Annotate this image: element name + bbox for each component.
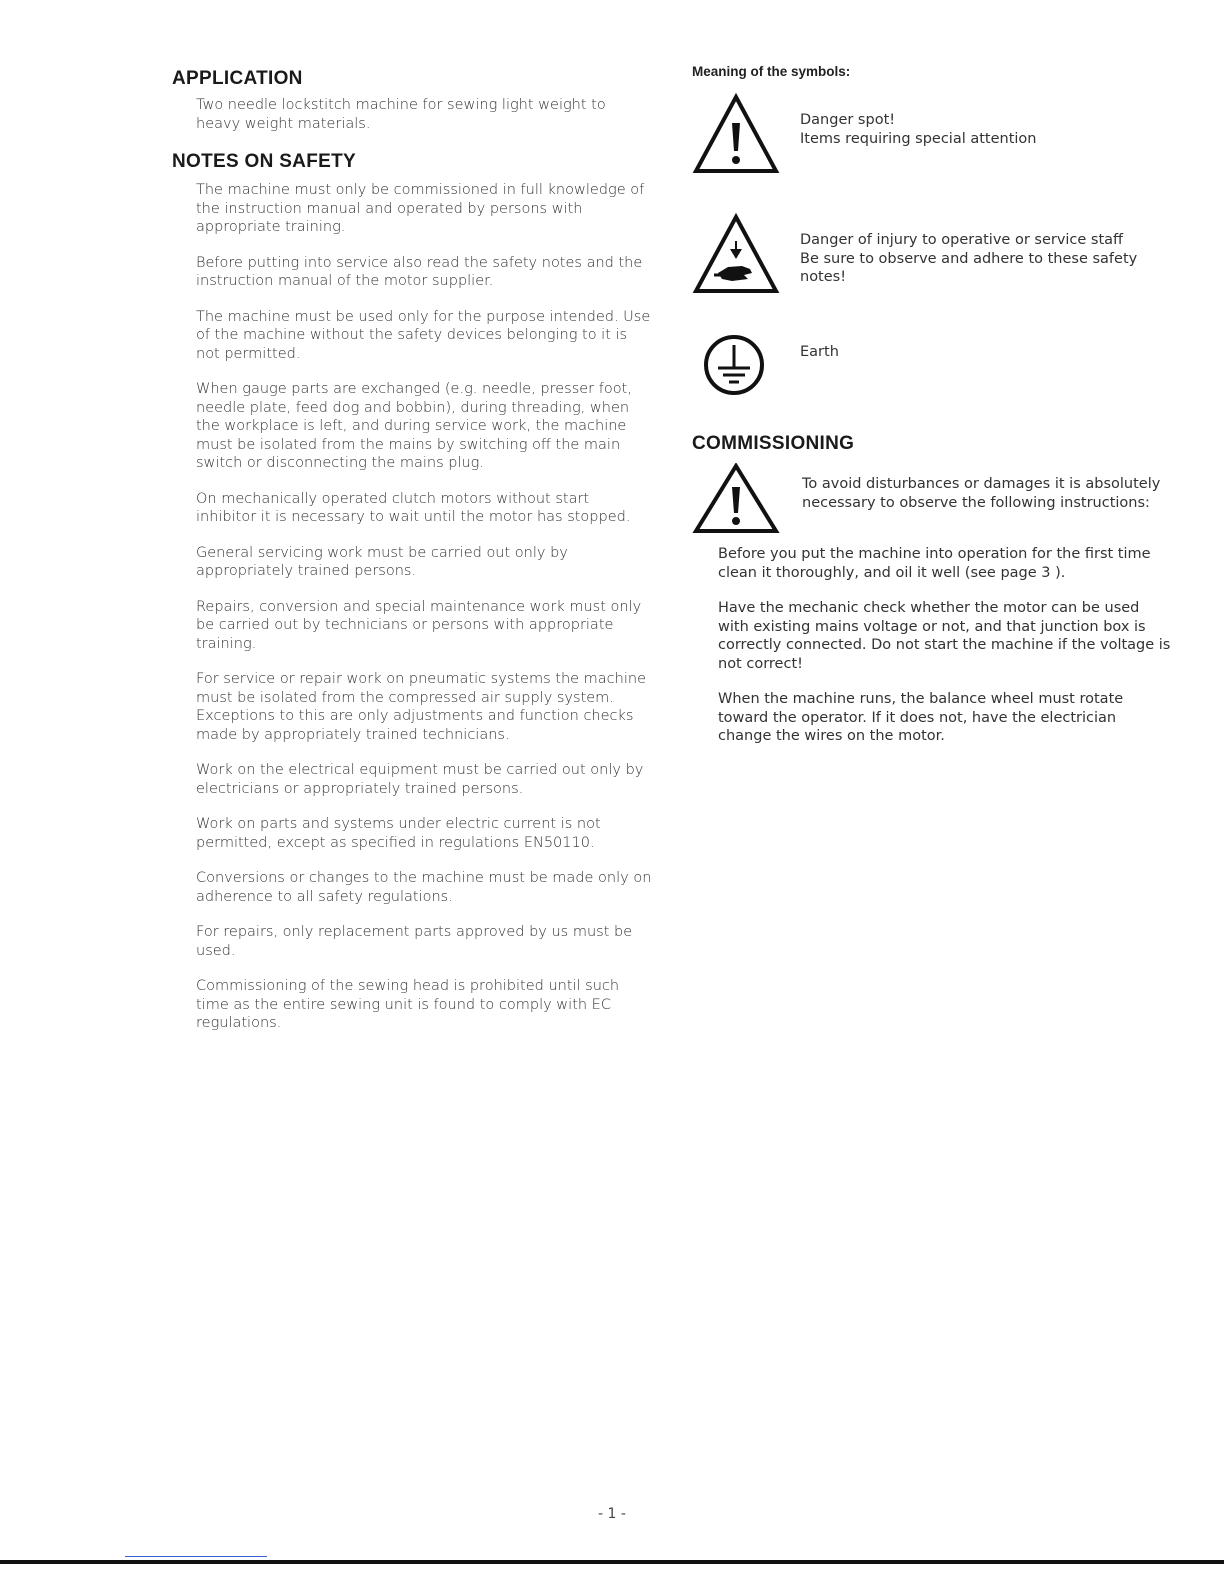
safety-paragraph: The machine must be used only for the purpose intended. Use of the machine without the safety devices belonging to it is not permitted.	[196, 308, 651, 362]
safety-paragraph: When gauge parts are exchanged (e.g. needle, presser foot, needle plate, feed dog and bobbin), during threading, when the workplace is left, and during service work, the machine must be isolated from the mains by switching off the main switch or disconnecting the mains plug.	[196, 381, 632, 471]
symbol-line: Earth	[800, 344, 839, 360]
danger-triangle-icon	[692, 463, 780, 539]
bottom-blue-rule	[125, 1556, 267, 1557]
right-column	[692, 64, 1172, 763]
hand-injury-triangle-icon	[692, 213, 780, 299]
symbol-description	[800, 343, 1170, 362]
symbol-line: Danger of injury to operative or service staff	[800, 232, 1124, 248]
symbol-earth	[692, 333, 1172, 433]
safety-paragraph: Conversions or changes to the machine must be made only on adherence to all safety regulations.	[196, 870, 652, 905]
safety-paragraph: Work on the electrical equipment must be carried out only by electricians or appropriately trained persons.	[196, 762, 644, 797]
earth-ground-icon	[702, 333, 766, 401]
safety-paragraph: For service or repair work on pneumatic systems the machine must be isolated from the compressed air supply system. Exceptions to this are only adjustments and function checks made by appropriately trained technicians.	[196, 671, 646, 743]
page-number: - 1 -	[598, 1506, 626, 1522]
symbol-line: Danger spot!	[800, 112, 896, 128]
commissioning-paragraph: Have the mechanic check whether the motor can be used with existing mains voltage or not, and that junction box is correctly connected. Do not start the machine if the voltage is not correct!	[718, 600, 1171, 672]
safety-paragraph: On mechanically operated clutch motors without start inhibitor it is necessary to wait until the motor has stopped.	[196, 490, 631, 525]
safety-paragraph: Commissioning of the sewing head is prohibited until such time as the entire sewing unit is found to comply with EC regulations.	[196, 978, 620, 1031]
safety-paragraph: Work on parts and systems under electric current is not permitted, except as specified in regulations EN50110.	[196, 816, 601, 851]
danger-triangle-icon	[692, 93, 780, 179]
symbol-danger-spot	[692, 93, 1172, 213]
commissioning-paragraph: When the machine runs, the balance wheel must rotate toward the operator. If it does not, have the electrician change the wires on the motor.	[718, 691, 1124, 744]
symbol-description	[800, 111, 1170, 148]
commissioning-warning	[692, 463, 1172, 545]
safety-heading: NOTES ON SAFETY	[172, 151, 356, 172]
symbol-injury	[692, 213, 1172, 333]
symbols-title: Meaning of the symbols:	[692, 64, 851, 79]
bottom-rule	[0, 1560, 1224, 1564]
symbol-line: Items requiring special attention	[800, 130, 1037, 147]
safety-paragraph: Repairs, conversion and special maintenance work must only be carried out by technicians or persons with appropriate training.	[196, 598, 642, 652]
application-text: Two needle lockstitch machine for sewing light weight to heavy weight materials.	[196, 97, 606, 132]
left-column	[172, 68, 652, 1050]
commissioning-paragraph: Before you put the machine into operation for the first time clean it thoroughly, and oil it well (see page 3 ).	[718, 546, 1151, 581]
commissioning-warning-text: To avoid disturbances or damages it is absolutely necessary to observe the following instructions:	[802, 476, 1161, 511]
symbol-description	[800, 231, 1170, 287]
safety-paragraph: The machine must only be commissioned in full knowledge of the instruction manual and operated by persons with appropriate training.	[196, 182, 645, 235]
safety-paragraph: For repairs, only replacement parts approved by us must be used.	[196, 924, 633, 959]
application-heading: APPLICATION	[172, 68, 303, 89]
safety-paragraph: General servicing work must be carried out only by appropriately trained persons.	[196, 544, 568, 579]
safety-paragraph: Before putting into service also read the safety notes and the instruction manual of the motor supplier.	[196, 254, 643, 289]
commissioning-heading: COMMISSIONING	[692, 433, 855, 454]
symbol-line: Be sure to observe and adhere to these safety notes!	[800, 250, 1138, 285]
